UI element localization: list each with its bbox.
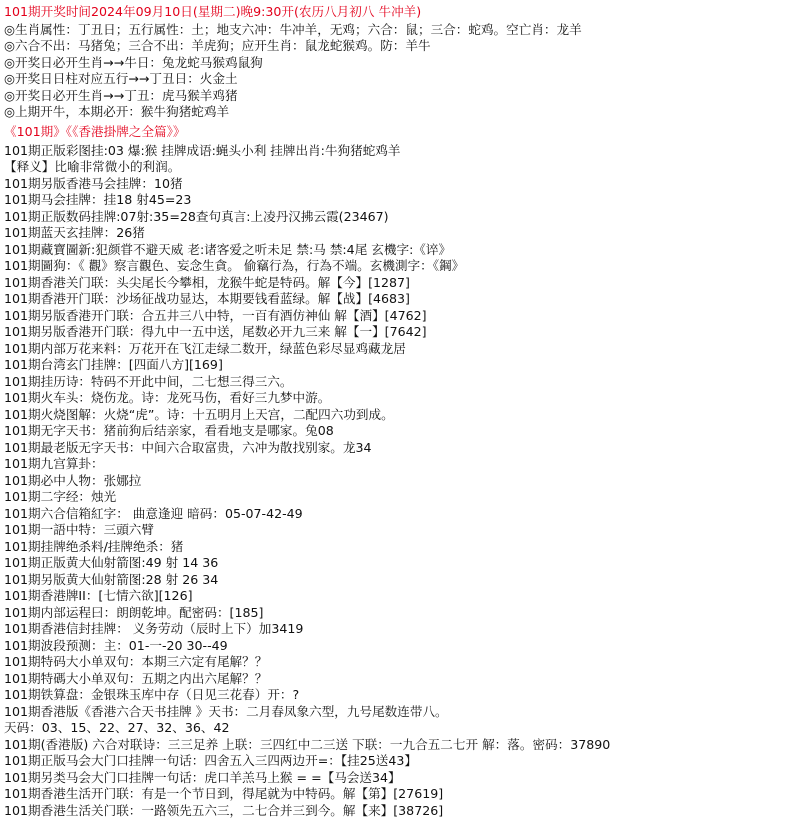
- content-line: 101期台湾玄门挂牌：[四面八方][169]: [4, 357, 223, 373]
- content-line: 101期火车头：烧伤龙。诗：龙死马伤，看好三九梦中游。: [4, 390, 331, 406]
- zodiac-line: ◎开奖日必开生肖→→牛日：兔龙蛇马猴鸡鼠狗: [4, 54, 263, 70]
- content-line: 101期另版香港马会挂牌：10猪: [4, 175, 183, 191]
- content-line: 101期香港牌II：[七情六欲][126]: [4, 588, 193, 604]
- content-line: 101期内部运程曰：朗朗乾坤。配密码：[185]: [4, 604, 264, 620]
- content-line: 101期香港生活关门联：一路领先五六三，二七合并三到今。解【来】[38726]: [4, 802, 444, 818]
- content-list: [4, 143, 800, 819]
- content-line: 101期二字经：烛光: [4, 489, 117, 505]
- content-line: 101期波段预测：主：01-一-20 30--49: [4, 637, 228, 653]
- content-line: 101期正版黄大仙射箭图:49 射 14 36: [4, 555, 219, 571]
- zodiac-line: ◎上期开牛，本期必开：猴牛狗猪蛇鸡羊: [4, 104, 230, 120]
- content-line: 101期圖狗：《 觀》察言觀色、妄念生貪。 偷竊行為，行為不端。玄機測字：《鋼》: [4, 258, 465, 274]
- content-line: 101期无字天书：猪前狗后结亲家，看看地支是哪家。兔08: [4, 423, 334, 439]
- content-line: 101期最老版无字天书：中间六合取富贵，六冲为散找别家。龙34: [4, 439, 372, 455]
- content-line: 101期挂历诗：特码不开此中间，二七想三得三六。: [4, 373, 293, 389]
- content-line: 101期香港版《香港六合天书挂牌 》天书：二月春凤象六型，九号尾数连带八。: [4, 703, 448, 719]
- content-line: 【释义】比喻非常微小的利润。: [4, 159, 181, 175]
- content-line: 101期正版数码挂牌:07射:35=28查句真言:上凌丹汉拂云霞(23467): [4, 208, 389, 224]
- content-line: 101期挂牌绝杀料/挂牌绝杀：猪: [4, 538, 184, 554]
- content-line: 101期另版香港开门联：得九中一五中送，尾数必开九三来 解【一】[7642]: [4, 324, 427, 340]
- content-line: 101期蓝天玄挂牌：26猪: [4, 225, 145, 241]
- draw-time-text: 101期开奖时间2024年09月10日(星期二)晚9:30开(农历八月初八: [4, 4, 375, 19]
- content-line: 101期正版彩图挂:03 爆:猴 挂牌成语:蝇头小利 挂牌出肖:牛狗猪蛇鸡羊: [4, 142, 401, 158]
- content-line: 101期特碼大小单双句：五期之内出六尾解？？: [4, 670, 268, 686]
- content-line: 天码：03、15、22、27、32、36、42: [4, 720, 230, 736]
- content-line: 101期藏寶圖新:犯颜甞不避天威 老:诸客爱之听未足 禁:马 禁:4尾 玄機字:《谇》: [4, 241, 452, 257]
- zodiac-line: ◎六合不出：马猪兔；三合不出：羊虎狗；应开生肖：鼠龙蛇猴鸡。防：羊牛: [4, 38, 431, 54]
- content-line: 101期九宫算卦：: [4, 456, 104, 472]
- content-line: 101期香港生活开门联：有是一个节日到，得尾就为中特码。解【第】[27619]: [4, 786, 444, 802]
- content-line: 101期六合信箱紅字： 曲意逢迎 暗码：05-07-42-49: [4, 505, 303, 521]
- content-line: 101期另版黄大仙射箭图:28 射 26 34: [4, 571, 219, 587]
- content-line: 101期(香港版) 六合对联诗：三三足养 上联：三四红中二三送 下联：一九合五二七开 解：落。密码：37890: [4, 736, 611, 752]
- content-line: 101期另类马会大门口挂牌一句话：虎口羊羔马上猴 = =【马会送34】: [4, 769, 401, 785]
- page-title: 《101期》《《香港掛牌之全篇》》: [4, 123, 186, 139]
- content-line: 101期特码大小单双句：本期三六定有尾解？？: [4, 654, 268, 670]
- content-line: 101期另版香港开门联：合五井三八中特，一百有酒仿神仙 解【酒】[4762]: [4, 307, 427, 323]
- zodiac-attributes-block: [4, 22, 800, 121]
- content-line: 101期必中人物：张娜拉: [4, 472, 142, 488]
- zodiac-line: ◎开奖日日柱对应五行→→丁丑日：火金土: [4, 71, 238, 87]
- zodiac-line: ◎开奖日必开生肖→→丁丑：虎马猴羊鸡猪: [4, 87, 238, 103]
- content-line: 101期铁算盘：金银珠玉库中存（日见三花春）开：?: [4, 687, 300, 703]
- zodiac-line: ◎生肖属性：丁丑日；五行属性：土；地支六冲：牛冲羊，无鸡；六合：鼠；三合：蛇鸡。空亡肖：龙羊: [4, 21, 582, 37]
- content-line: 101期马会挂牌：挂18 射45=23: [4, 192, 192, 208]
- content-line: 101期火烧图解：火烧“虎”。诗：十五明月上天宫，二配四六功到成。: [4, 406, 394, 422]
- content-line: 101期香港关门联：头尖尾长今攀相，龙猴牛蛇是特码。解【今】[1287]: [4, 274, 410, 290]
- content-line: 101期香港开门联：沙场征战功显达，本期要钱看蓝绿。解【战】[4683]: [4, 291, 410, 307]
- draw-time-header: [4, 4, 800, 21]
- draw-time-tail: 牛冲羊): [378, 4, 422, 19]
- content-line: 101期香港信封挂牌： 义务劳动（辰时上下）加3419: [4, 621, 304, 637]
- content-line: 101期正版马会大门口挂牌一句话：四舍五入三四两边开=：【挂25送43】: [4, 753, 417, 769]
- content-line: 101期一語中特：三頭六臂: [4, 522, 154, 538]
- content-line: 101期内部万花来料：万花开在飞江走绿二数开，绿蓝色彩尽显鸡藏龙居: [4, 340, 406, 356]
